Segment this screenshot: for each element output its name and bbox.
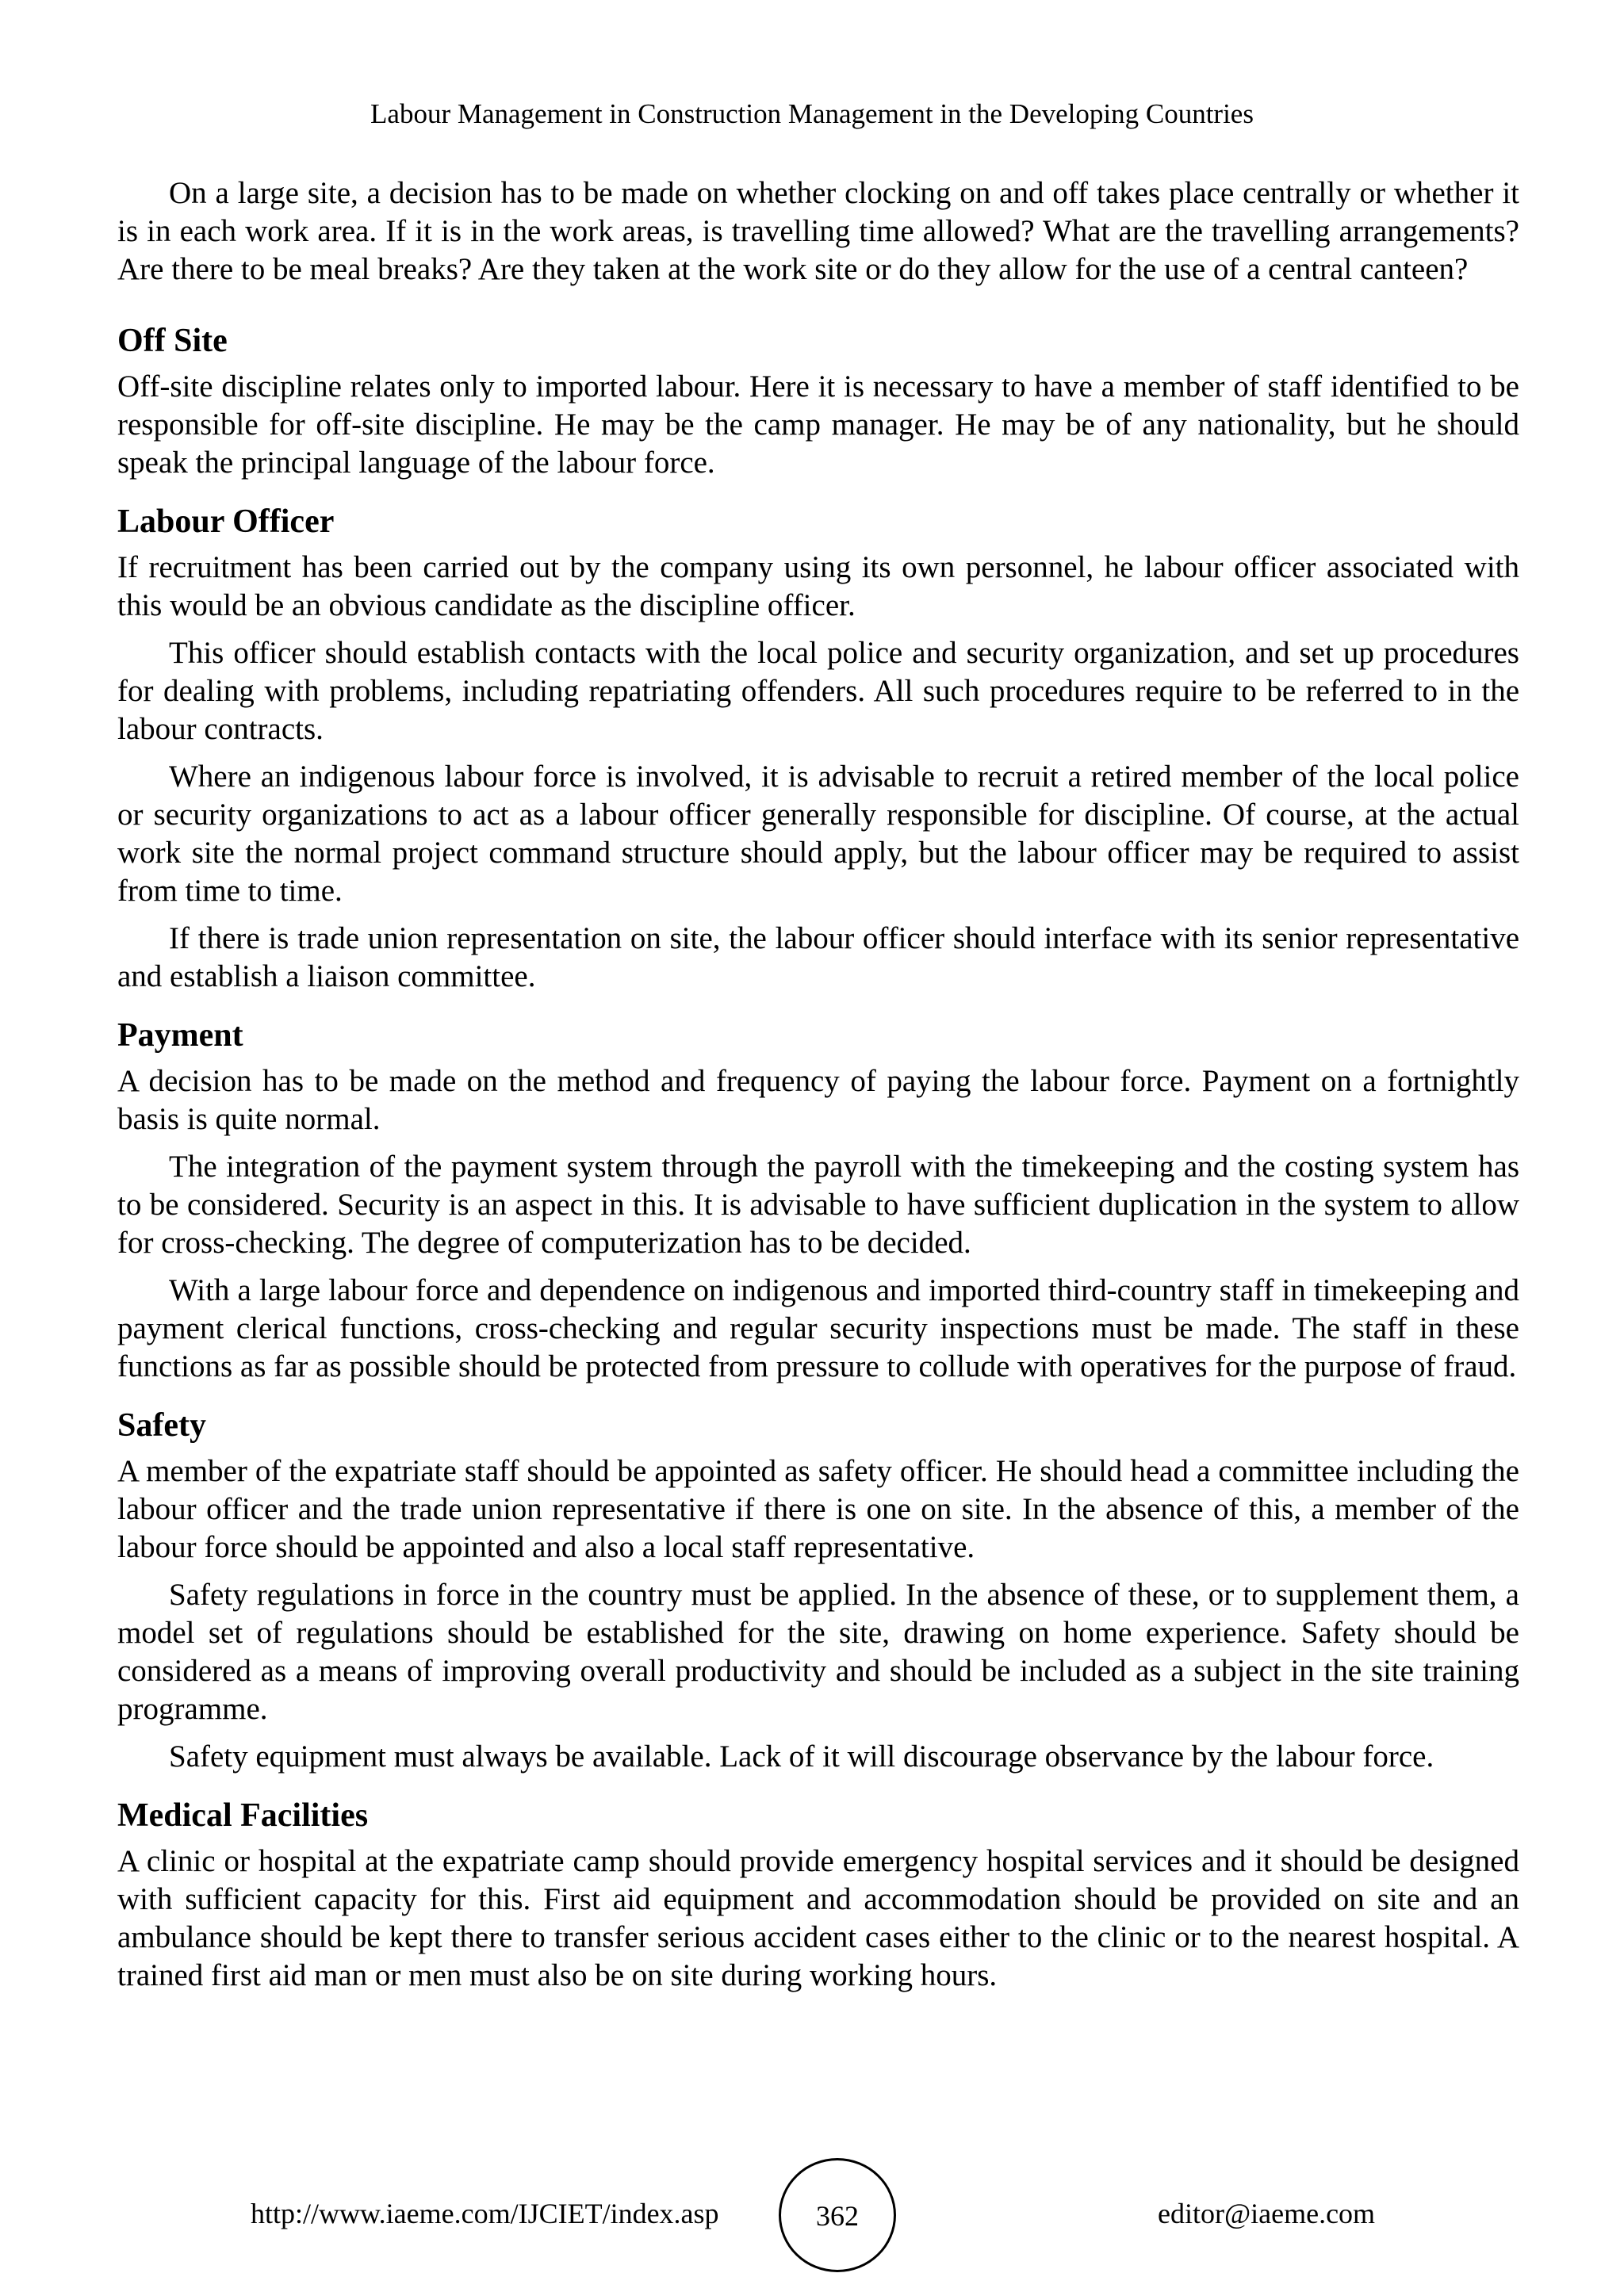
section-heading: Medical Facilities xyxy=(117,1797,369,1834)
section-heading: Off Site xyxy=(117,323,228,359)
section-medical-facilities xyxy=(117,1795,1519,1995)
paragraph: A member of the expatriate staff should be appointed as safety officer. He should head a committee including the labour officer and the trade union representative if there is one on site. In the absence of this, a member of the labour force should be appointed and also a local staff representative. xyxy=(117,1454,1519,1564)
paragraph: Where an indigenous labour force is involved, it is advisable to recruit a retired member of the local police or security organizations to act as a labour officer generally responsible for discipline. Of course, at the actual work site the normal project command structure should apply, but the labour officer may be required to assist from time to time. xyxy=(117,760,1519,908)
footer-url-link[interactable]: http://www.iaeme.com/IJCIET/index.asp xyxy=(251,2198,719,2229)
paragraph: With a large labour force and dependence on indigenous and imported third-country staff in timekeeping and payment clerical functions, cross-checking and regular security inspections must be made. The staff in these functions as far as possible should be protected from pressure to collude with operatives for the purpose of fraud. xyxy=(117,1273,1519,1383)
page-footer xyxy=(0,2158,1624,2272)
footer-email-link[interactable]: editor@iaeme.com xyxy=(1158,2198,1376,2229)
paragraph: A decision has to be made on the method and frequency of paying the labour force. Payment on a fortnightly basis is quite normal. xyxy=(117,1064,1519,1136)
intro-section xyxy=(117,174,1519,289)
article-body xyxy=(117,174,1519,2014)
paragraph: If there is trade union representation on site, the labour officer should interface with its senior representative and establish a liaison committee. xyxy=(117,921,1519,993)
section-off-site xyxy=(117,320,1519,482)
section-payment xyxy=(117,1015,1519,1386)
paragraph: The integration of the payment system through the payroll with the timekeeping and the costing system has to be considered. Security is an aspect in this. It is advisable to have sufficient duplication in the system to allow for cross-checking. The degree of computerization has to be decided. xyxy=(117,1150,1519,1260)
paragraph: On a large site, a decision has to be made on whether clocking on and off takes place centrally or whether it is in each work area. If it is in the work areas, is travelling time allowed? What are the travelling arrangements? Are there to be meal breaks? Are they taken at the work site or do they allow for the use of a central canteen? xyxy=(117,176,1519,286)
paragraph: Off-site discipline relates only to imported labour. Here it is necessary to have a member of staff identified to be responsible for off-site discipline. He may be the camp manager. He may be of any nationality, but he should speak the principal language of the labour force. xyxy=(117,369,1519,480)
paragraph: If recruitment has been carried out by the company using its own personnel, he labour officer associated with this would be an obvious candidate as the discipline officer. xyxy=(117,550,1519,622)
section-safety xyxy=(117,1405,1519,1776)
paragraph: This officer should establish contacts with the local police and security organization, and set up procedures for dealing with problems, including repatriating offenders. All such procedures require to be referred to in the labour contracts. xyxy=(117,636,1519,746)
paragraph: Safety regulations in force in the country must be applied. In the absence of these, or to supplement them, a model set of regulations should be established for the site, drawing on home experience. Safety should be considered as a means of improving overall productivity and should be included as a subject in the site training programme. xyxy=(117,1578,1519,1726)
section-heading: Payment xyxy=(117,1017,243,1054)
paragraph: Safety equipment must always be available. Lack of it will discourage observance by the labour force. xyxy=(169,1739,1434,1774)
page-number: 362 xyxy=(816,2200,859,2232)
page-number-circle xyxy=(779,2158,896,2272)
section-heading: Safety xyxy=(117,1407,206,1444)
section-heading: Labour Officer xyxy=(117,503,335,540)
running-header: Labour Management in Construction Management in the Developing Countries xyxy=(370,98,1254,129)
paragraph: A clinic or hospital at the expatriate camp should provide emergency hospital services and it should be designed with sufficient capacity for this. First aid equipment and accommodation should be provided on site and an ambulance should be kept there to transfer serious accident cases either to the clinic or to the nearest hospital. A trained first aid man or men must also be on site during working hours. xyxy=(117,1844,1519,1992)
section-labour-officer xyxy=(117,501,1519,996)
